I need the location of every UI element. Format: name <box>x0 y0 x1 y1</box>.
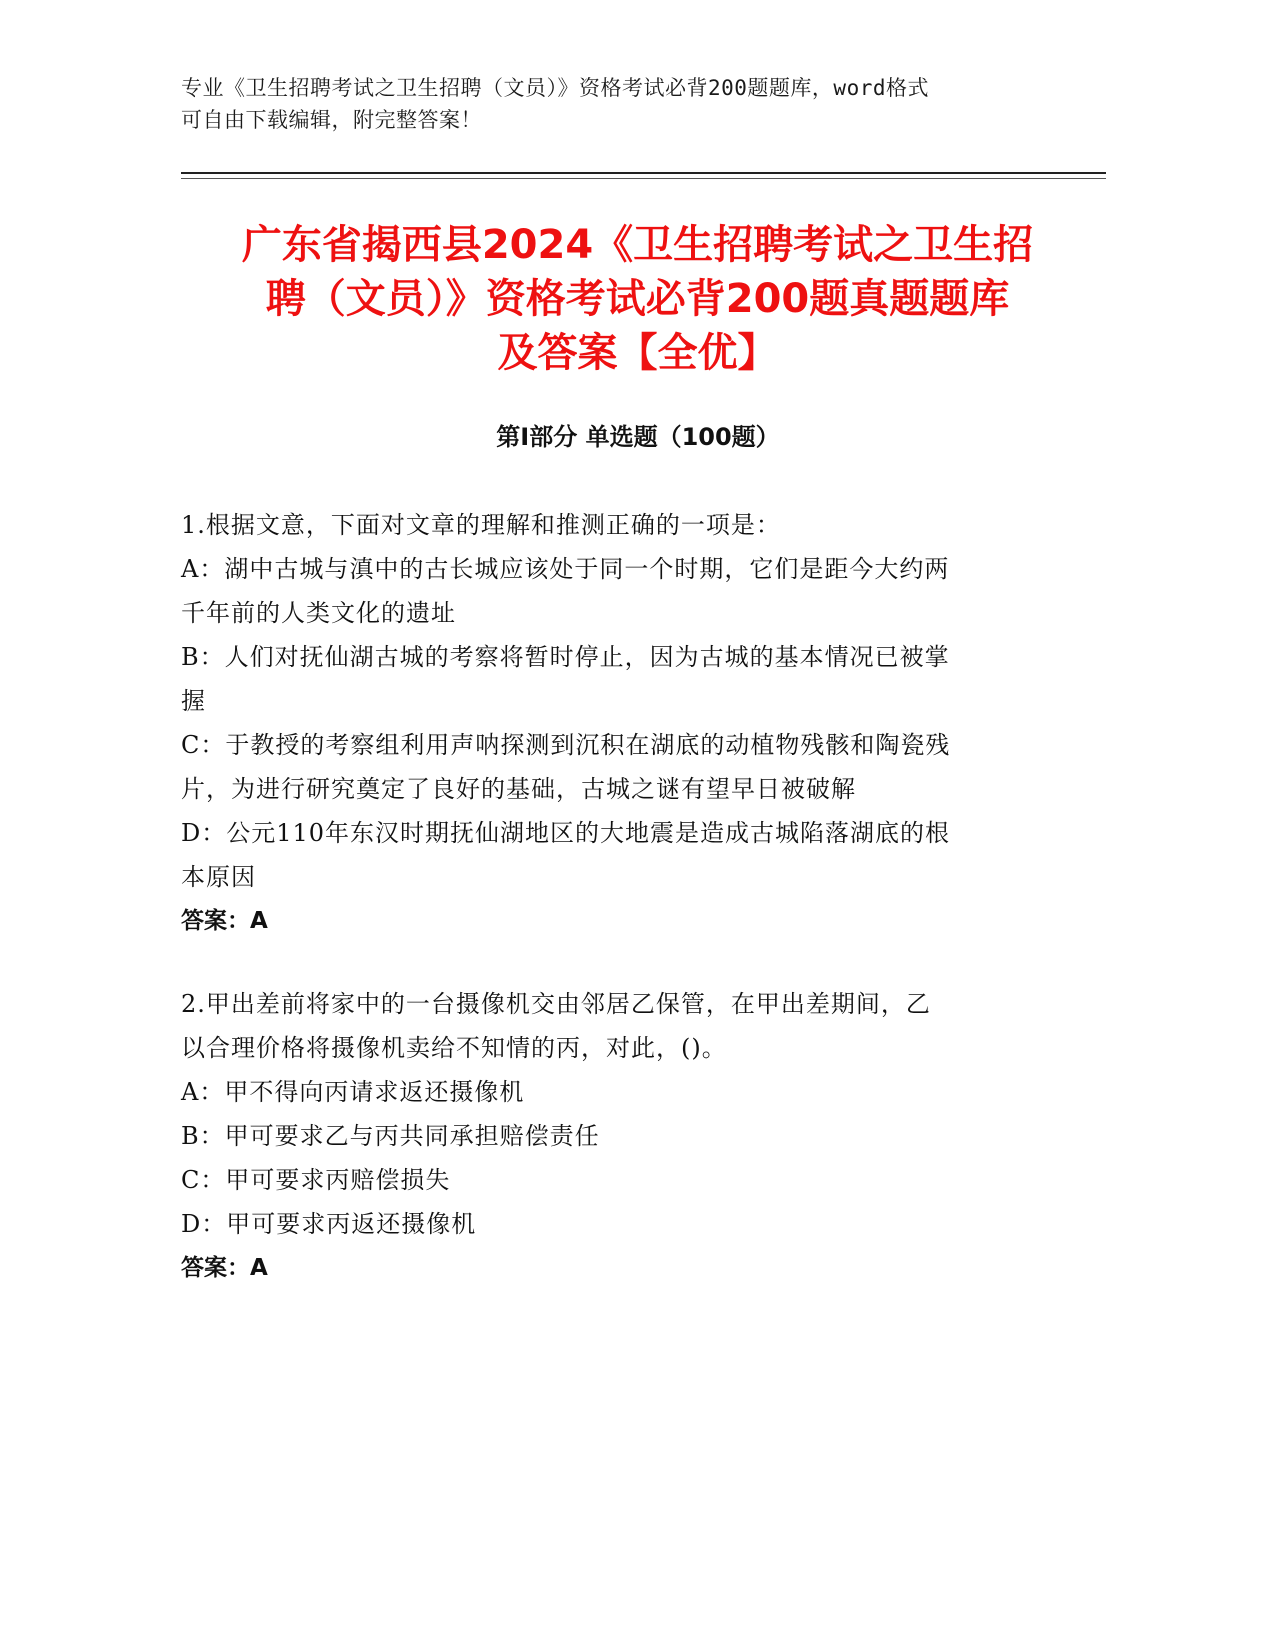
option-b: B：人们对抚仙湖古城的考察将暂时停止，因为古城的基本情况已被掌 <box>181 643 950 671</box>
title-line: 广东省揭西县2024《卫生招聘考试之卫生招 <box>241 222 1034 268</box>
question-item <box>181 503 1041 943</box>
option-a: A：甲不得向丙请求返还摄像机 <box>181 1078 525 1106</box>
title-line: 及答案【全优】 <box>497 330 778 376</box>
option-c-continued: 片，为进行研究奠定了良好的基础，古城之谜有望早日被破解 <box>181 775 856 803</box>
section-heading: 第I部分 单选题（100题） <box>496 423 780 451</box>
header-divider <box>181 172 1106 174</box>
header-note-line: 专业《卫生招聘考试之卫生招聘（文员）》资格考试必背200题题库，word格式 <box>181 76 929 100</box>
option-d: D：公元110年东汉时期抚仙湖地区的大地震是造成古城陷落湖底的根 <box>181 819 951 847</box>
question-item <box>181 982 1041 1290</box>
option-b: B：甲可要求乙与丙共同承担赔偿责任 <box>181 1122 600 1150</box>
option-c: C：甲可要求丙赔偿损失 <box>181 1166 451 1194</box>
question-stem: 2.甲出差前将家中的一台摄像机交由邻居乙保管，在甲出差期间，乙 <box>181 990 931 1018</box>
option-d-continued: 本原因 <box>181 863 256 891</box>
header-note-line: 可自由下载编辑，附完整答案！ <box>181 108 482 132</box>
option-b-continued: 握 <box>181 687 206 715</box>
answer-label: 答案：A <box>181 908 268 934</box>
option-d: D：甲可要求丙返还摄像机 <box>181 1210 477 1238</box>
question-stem: 1.根据文意，下面对文章的理解和推测正确的一项是： <box>181 511 781 539</box>
answer-label: 答案：A <box>181 1255 268 1281</box>
question-stem-continued: 以合理价格将摄像机卖给不知情的丙，对此，()。 <box>181 1034 727 1062</box>
option-a: A：湖中古城与滇中的古长城应该处于同一个时期，它们是距今大约两 <box>181 555 950 583</box>
option-c: C：于教授的考察组利用声呐探测到沉积在湖底的动植物残骸和陶瓷残 <box>181 731 951 759</box>
header-note <box>181 72 1041 136</box>
title-line: 聘（文员）》资格考试必背200题真题题库 <box>265 276 1010 322</box>
header-divider-thin <box>181 178 1106 179</box>
option-a-continued: 千年前的人类文化的遗址 <box>181 599 456 627</box>
document-title <box>150 218 1125 380</box>
